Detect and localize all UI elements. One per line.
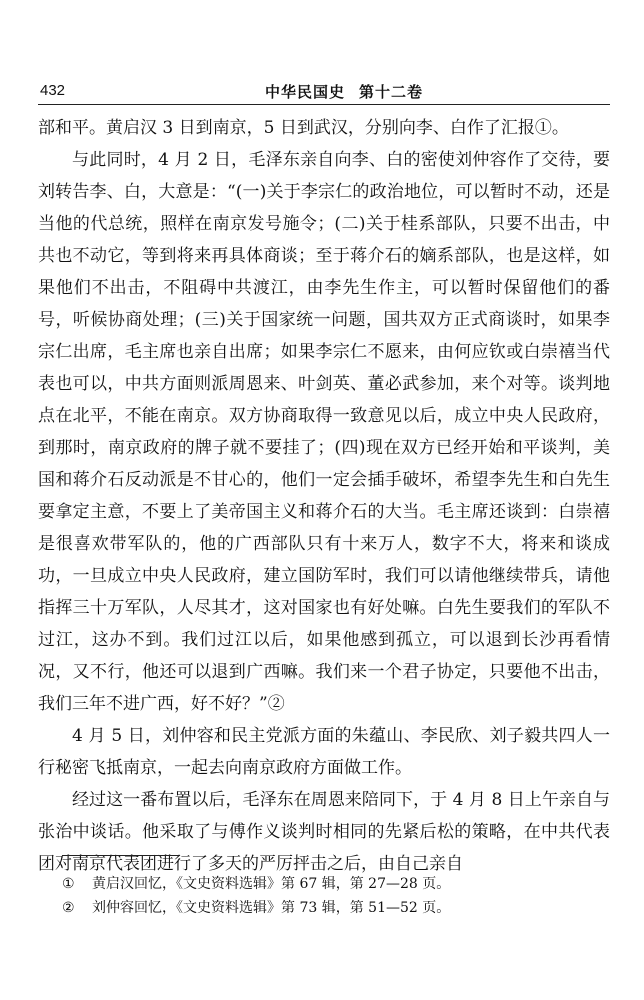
paragraph: 与此同时，4 月 2 日，毛泽东亲自向李、白的密使刘仲容作了交待，要刘转告李、白，大意是：“(一)关于李宗仁的政治地位，可以暂时不动，还是当他的代总统，照样在南京发号施令；(二)关于桂系部队，只要不出击，中共也不动它，等到将来再具体商谈；至于蒋介石的嫡系部队，也是这样，如果他们不出击，不阻碍中共渡江，由李先生作主，可以暂时保留他们的番号，听候协商处理；(三)关于国家统一问题，国共双方正式商谈时，如果李宗仁出席，毛主席也亲自出席；如果李宗仁不愿来，由何应钦或白崇禧当代表也可以，中共方面则派周恩来、叶剑英、董必武参加，来个对等。谈判地点在北平，不能在南京。双方协商取得一致意见以后，成立中央人民政府，到那时，南京政府的牌子就不要挂了；(四)现在双方已经开始和平谈判，美国和蒋介石反动派是不甘心的，他们一定会插手破坏，希望李先生和白先生要拿定主意，不要上了美帝国主义和蒋介石的大当。毛主席还谈到：白崇禧是很喜欢带军队的，他的广西部队只有十来万人，数字不大，将来和谈成功，一旦成立中央人民政府，建立国防军时，我们可以请他继续带兵，请他指挥三十万军队，人尽其才，这对国家也有好处嘛。白先生要我们的军队不过江，这办不到。我们过江以后，如果他感到孤立，可以退到长沙再看情况，又不行，他还可以退到广西嘛。我们来一个君子协定，只要他不出击，我们三年不进广西，好不好？”② xyxy=(38,150,610,714)
footnote-mark: ② xyxy=(62,900,75,916)
paragraph: 4 月 5 日，刘仲容和民主党派方面的朱蕴山、李民欣、刘子毅共四人一行秘密飞抵南京，一起去向南京政府方面做工作。 xyxy=(38,726,610,778)
footnote-text: 刘仲容回忆，《文史资料选辑》第 73 辑，第 51—52 页。 xyxy=(92,900,451,916)
footnote xyxy=(62,896,602,920)
page-number: 432 xyxy=(40,82,66,99)
running-title xyxy=(38,81,610,102)
footnote-text: 黄启汉回忆，《文史资料选辑》第 67 辑，第 27—28 页。 xyxy=(92,876,451,892)
footnote-mark: ① xyxy=(62,876,75,892)
footnote-divider xyxy=(62,855,180,856)
body-text xyxy=(38,112,610,880)
footnote xyxy=(62,872,602,896)
running-header xyxy=(38,78,610,105)
paragraph: 部和平。黄启汉 3 日到南京，5 日到武汉，分别向李、白作了汇报①。 xyxy=(38,118,569,138)
paragraph: 经过这一番布置以后，毛泽东在周恩来陪同下，于 4 月 8 日上午亲自与张治中谈话。他采取了与傅作义谈判时相同的先紧后松的策略，在中共代表团对南京代表团进行了多天的严厉抨击之后，由自己亲自 xyxy=(38,790,610,874)
book-title: 中华民国史 xyxy=(264,83,345,101)
footnotes xyxy=(62,872,602,920)
volume-label: 第十二卷 xyxy=(359,83,424,101)
